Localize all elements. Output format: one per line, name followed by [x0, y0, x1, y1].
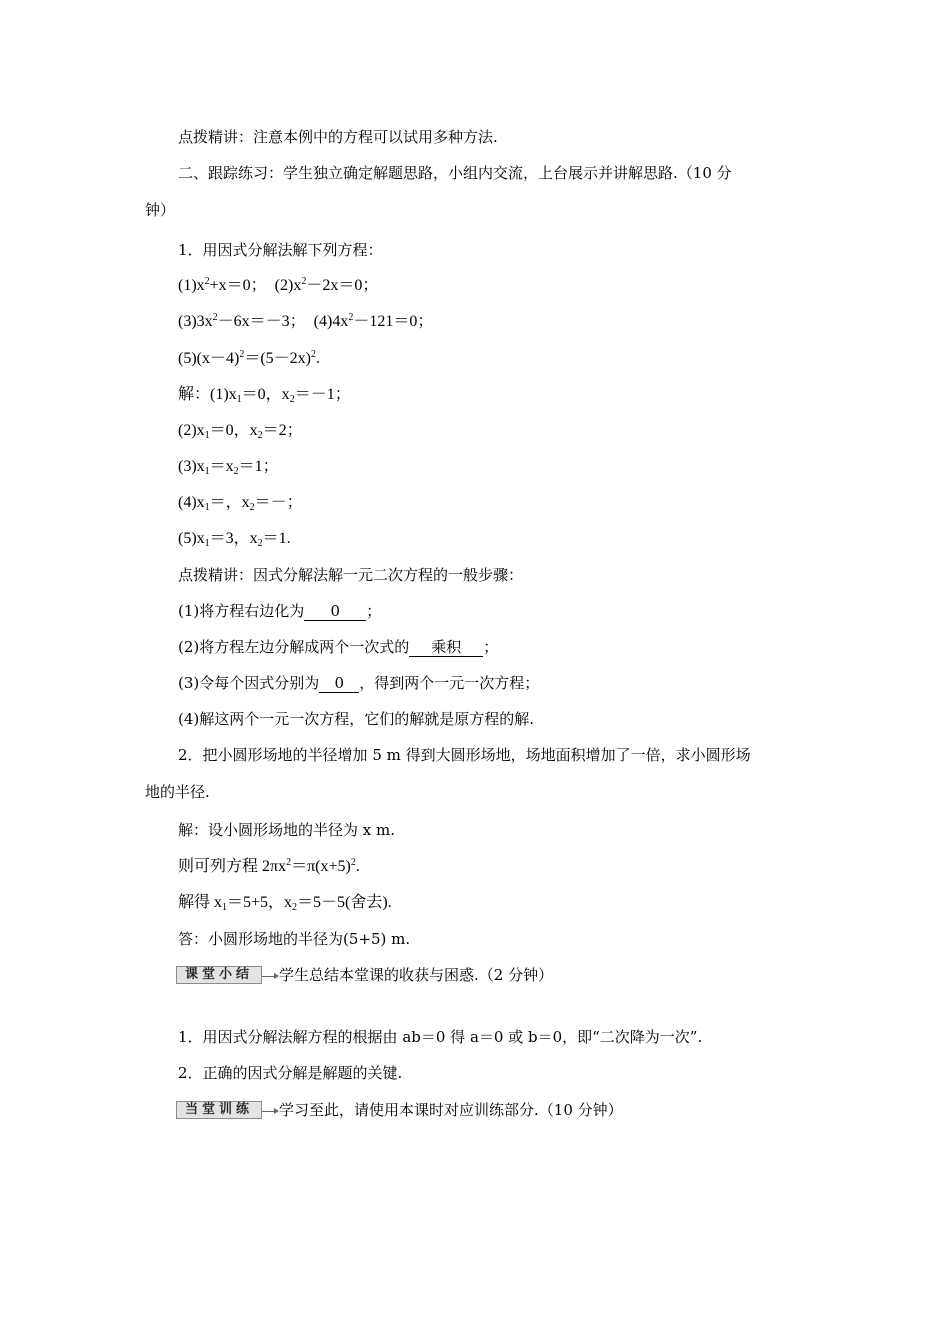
arrow-icon	[262, 976, 275, 977]
follow-practice-heading: 二、跟踪练习：学生独立确定解题思路，小组内交流，上台展示并讲解思路.（10 分	[178, 164, 732, 182]
class-summary-text: 学生总结本堂课的收获与困惑.（2 分钟）	[279, 966, 554, 984]
summary-1: 1．用因式分解法解方程的根据由 ab＝0 得 a＝0 或 b＝0，即“二次降为一次”.	[178, 1028, 703, 1046]
answer-line-2: 则可列方程 $2\pi x^2=\pi(x+5)^2$.	[178, 857, 360, 875]
solution-4: $(4)x_1=$，$x_2=-$；	[178, 494, 303, 513]
answer-line-1: 解：设小圆形场地的半径为 x m.	[178, 821, 395, 839]
solution-1: 解：$(1)x_1=0$，$x_2=-1$；	[178, 386, 351, 405]
answer-line-3: 解得 $x_1=5+5$，$x_2=5-5$(舍去).	[178, 894, 392, 913]
in-class-training-badge	[176, 1101, 277, 1119]
question-2: 2．把小圆形场地的半径增加 5 m 得到大圆形场地，场地面积增加了一倍，求小圆形场	[178, 746, 751, 764]
step-4: (4)解这两个一元一次方程，它们的解就是原方程的解.	[178, 710, 535, 728]
answer-blank: 0	[304, 603, 366, 621]
solution-2: $(2)x_1=0$，$x_2=2$；	[178, 422, 303, 441]
solution-3: $(3)x_1=x_2=1$；	[178, 458, 279, 477]
in-class-training-label: 当堂训练	[176, 1101, 262, 1119]
answer-blank: 0	[319, 675, 359, 693]
solution-5: $(5)x_1=3$，$x_2=1$.	[178, 530, 291, 549]
step-2: (2)将方程左边分解成两个一次式的 乘积 ；	[178, 638, 499, 656]
question-1: 1．用因式分解法解下列方程：	[178, 241, 383, 259]
answer-blank: 乘积	[409, 639, 483, 657]
class-summary-label: 课堂小结	[176, 966, 262, 984]
equations-line-2: $(3)3x^2-6x=-3$； $(4)4x^2-121=0$；	[178, 312, 434, 330]
tip-paragraph-1: 点拨精讲：注意本例中的方程可以试用多种方法.	[178, 128, 498, 146]
step-1: (1)将方程右边化为 0 ；	[178, 602, 382, 620]
tip-paragraph-2: 点拨精讲：因式分解法解一元二次方程的一般步骤：	[178, 566, 524, 584]
follow-practice-heading-cont: 钟）	[145, 201, 176, 219]
summary-2: 2．正确的因式分解是解题的关键.	[178, 1064, 403, 1082]
class-summary-badge	[176, 966, 277, 984]
equations-line-1: $(1)x^2+x=0$； $(2)x^2-2x=0$；	[178, 276, 379, 294]
arrow-icon	[262, 1111, 275, 1112]
answer-line-4: 答：小圆形场地的半径为(5+5) m.	[178, 930, 411, 948]
in-class-training-text: 学习至此，请使用本课时对应训练部分.（10 分钟）	[279, 1101, 623, 1119]
equations-line-3: $(5)(x-4)^2=(5-2x)^2$.	[178, 349, 320, 367]
question-2-cont: 地的半径.	[145, 783, 210, 801]
step-3: (3)令每个因式分别为 0 ，得到两个一元一次方程；	[178, 674, 540, 692]
